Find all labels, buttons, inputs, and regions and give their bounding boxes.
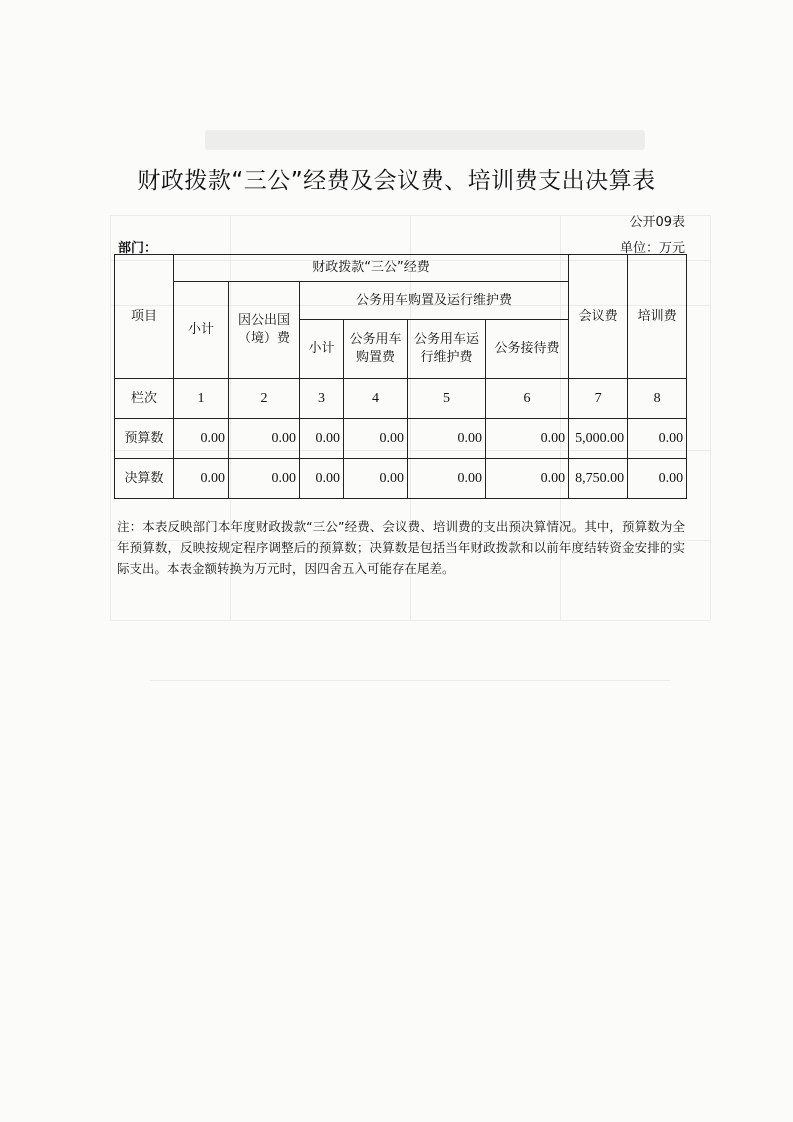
index-cell: 1 bbox=[174, 379, 229, 419]
index-cell: 7 bbox=[569, 379, 628, 419]
department-label: 部门： bbox=[118, 241, 158, 256]
index-cell: 5 bbox=[408, 379, 486, 419]
actual-row bbox=[115, 459, 687, 499]
value-cell: 0.00 bbox=[486, 459, 569, 499]
index-cell: 3 bbox=[300, 379, 344, 419]
row-label: 决算数 bbox=[115, 459, 174, 499]
header-item: 项目 bbox=[115, 255, 174, 379]
unit-label: 单位：万元 bbox=[619, 241, 685, 256]
document-title: 财政拨款“三公”经费及会议费、培训费支出决算表 bbox=[137, 168, 656, 194]
value-cell: 0.00 bbox=[300, 459, 344, 499]
value-cell: 0.00 bbox=[344, 459, 408, 499]
value-cell: 8,750.00 bbox=[569, 459, 628, 499]
value-cell: 0.00 bbox=[628, 459, 687, 499]
value-cell: 0.00 bbox=[408, 419, 486, 459]
value-cell: 0.00 bbox=[300, 419, 344, 459]
header-san-gong: 财政拨款“三公”经费 bbox=[174, 255, 569, 282]
index-cell: 2 bbox=[229, 379, 300, 419]
table-number: 公开09表 bbox=[629, 215, 685, 230]
budget-row bbox=[115, 419, 687, 459]
header-meeting: 会议费 bbox=[569, 255, 628, 379]
footnote: 注：本表反映部门本年度财政拨款“三公”经费、会议费、培训费的支出预决算情况。其中，预算数为全年预算数，反映按规定程序调整后的预算数；决算数是包括当年财政拨款和以前年度结转资金安排的实际支出。本表金额转换为万元时，因四舍五入可能存在尾差。 bbox=[117, 519, 685, 576]
index-cell: 6 bbox=[486, 379, 569, 419]
header-vehicle-subtotal: 小计 bbox=[300, 320, 344, 379]
header-abroad: 因公出国（境）费 bbox=[229, 282, 300, 379]
header-vehicle-operation: 公务用车运行维护费 bbox=[408, 320, 486, 379]
row-label: 预算数 bbox=[115, 419, 174, 459]
value-cell: 0.00 bbox=[486, 419, 569, 459]
header-subtotal: 小计 bbox=[174, 282, 229, 379]
header-vehicle-group: 公务用车购置及运行维护费 bbox=[300, 282, 569, 320]
value-cell: 0.00 bbox=[229, 459, 300, 499]
value-cell: 0.00 bbox=[344, 419, 408, 459]
index-row bbox=[115, 379, 687, 419]
value-cell: 0.00 bbox=[174, 419, 229, 459]
header-training: 培训费 bbox=[628, 255, 687, 379]
header-vehicle-purchase: 公务用车购置费 bbox=[344, 320, 408, 379]
header-reception: 公务接待费 bbox=[486, 320, 569, 379]
index-cell: 8 bbox=[628, 379, 687, 419]
value-cell: 0.00 bbox=[174, 459, 229, 499]
value-cell: 0.00 bbox=[408, 459, 486, 499]
value-cell: 0.00 bbox=[229, 419, 300, 459]
index-label: 栏次 bbox=[115, 379, 174, 419]
expenditure-table bbox=[114, 254, 687, 499]
value-cell: 5,000.00 bbox=[569, 419, 628, 459]
value-cell: 0.00 bbox=[628, 419, 687, 459]
index-cell: 4 bbox=[344, 379, 408, 419]
